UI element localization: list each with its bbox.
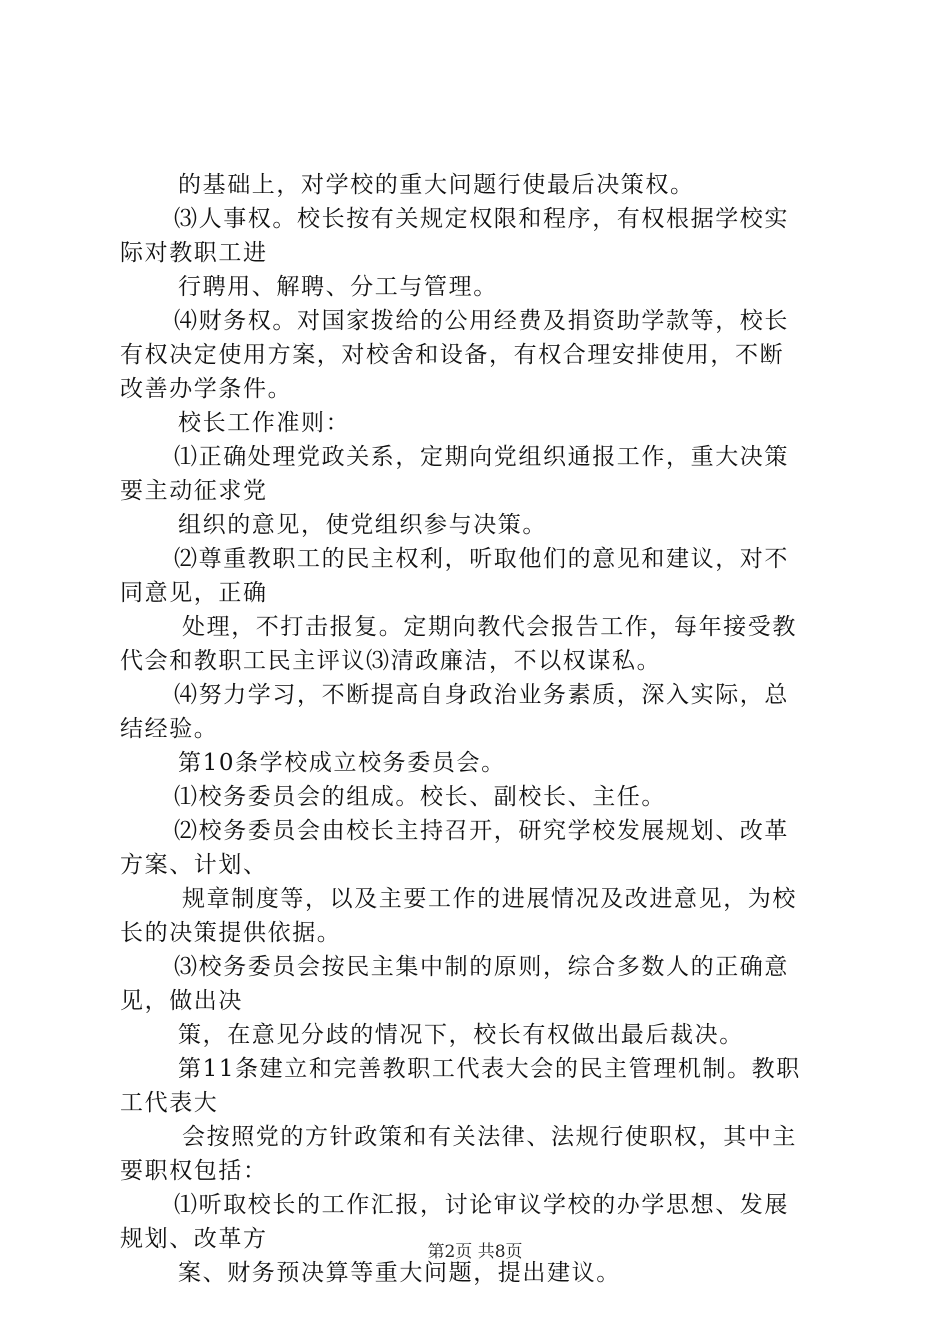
text-line: 方案、计划、 (120, 852, 268, 878)
text-line: 校长工作准则： (178, 410, 351, 436)
text-line: ⑷财务权。对国家拨给的公用经费及捐资助学款等，校长 (174, 308, 789, 334)
text-line: 组织的意见，使党组织参与决策。 (178, 512, 547, 538)
text-line: 规划、改革方 (120, 1226, 268, 1252)
text-line: 要主动征求党 (120, 478, 268, 504)
text-line: 同意见，正确 (120, 580, 268, 606)
document-body (120, 168, 832, 1290)
text-line: 处理，不打击报复。定期向教代会报告工作，每年接受教 (182, 614, 797, 640)
text-line: ⑴校务委员会的组成。校长、副校长、主任。 (174, 784, 666, 810)
text-line: 行聘用、解聘、分工与管理。 (178, 274, 498, 300)
text-line: 案、财务预决算等重大问题，提出建议。 (178, 1260, 621, 1286)
text-line: 有权决定使用方案，对校舍和设备，有权合理安排使用，不断 (120, 342, 785, 368)
text-line: 第11条建立和完善教职工代表大会的民主管理机制。教职 (178, 1056, 801, 1082)
text-line: ⑴听取校长的工作汇报，讨论审议学校的办学思想、发展 (174, 1192, 789, 1218)
text-line: ⑵尊重教职工的民主权利，听取他们的意见和建议，对不 (174, 546, 789, 572)
text-line: ⑵校务委员会由校长主持召开，研究学校发展规划、改革 (174, 818, 789, 844)
text-line: ⑷努力学习，不断提高自身政治业务素质，深入实际，总 (174, 682, 789, 708)
text-line: 策，在意见分歧的情况下，校长有权做出最后裁决。 (178, 1022, 744, 1048)
text-line: 要职权包括： (120, 1158, 268, 1184)
text-line: 规章制度等，以及主要工作的进展情况及改进意见，为校 (182, 886, 797, 912)
text-line: 改善办学条件。 (120, 376, 293, 402)
text-line: ⑶校务委员会按民主集中制的原则，综合多数人的正确意 (174, 954, 789, 980)
text-line: 长的决策提供依据。 (120, 920, 342, 946)
page-number: 第2页 共8页 (427, 1242, 523, 1262)
text-line: 结经验。 (120, 716, 219, 742)
text-line: 第10条学校成立校务委员会。 (178, 750, 506, 776)
text-line: 的基础上，对学校的重大问题行使最后决策权。 (178, 172, 695, 198)
text-line: 会按照党的方针政策和有关法律、法规行使职权，其中主 (182, 1124, 797, 1150)
text-line: ⑶人事权。校长按有关规定权限和程序，有权根据学校实 (174, 206, 789, 232)
text-line: 代会和教职工民主评议⑶清政廉洁，不以权谋私。 (120, 648, 662, 674)
text-line: 际对教职工进 (120, 240, 268, 266)
text-line: 工代表大 (120, 1090, 219, 1116)
text-line: 见，做出决 (120, 988, 243, 1014)
text-line: ⑴正确处理党政关系，定期向党组织通报工作，重大决策 (174, 444, 789, 470)
